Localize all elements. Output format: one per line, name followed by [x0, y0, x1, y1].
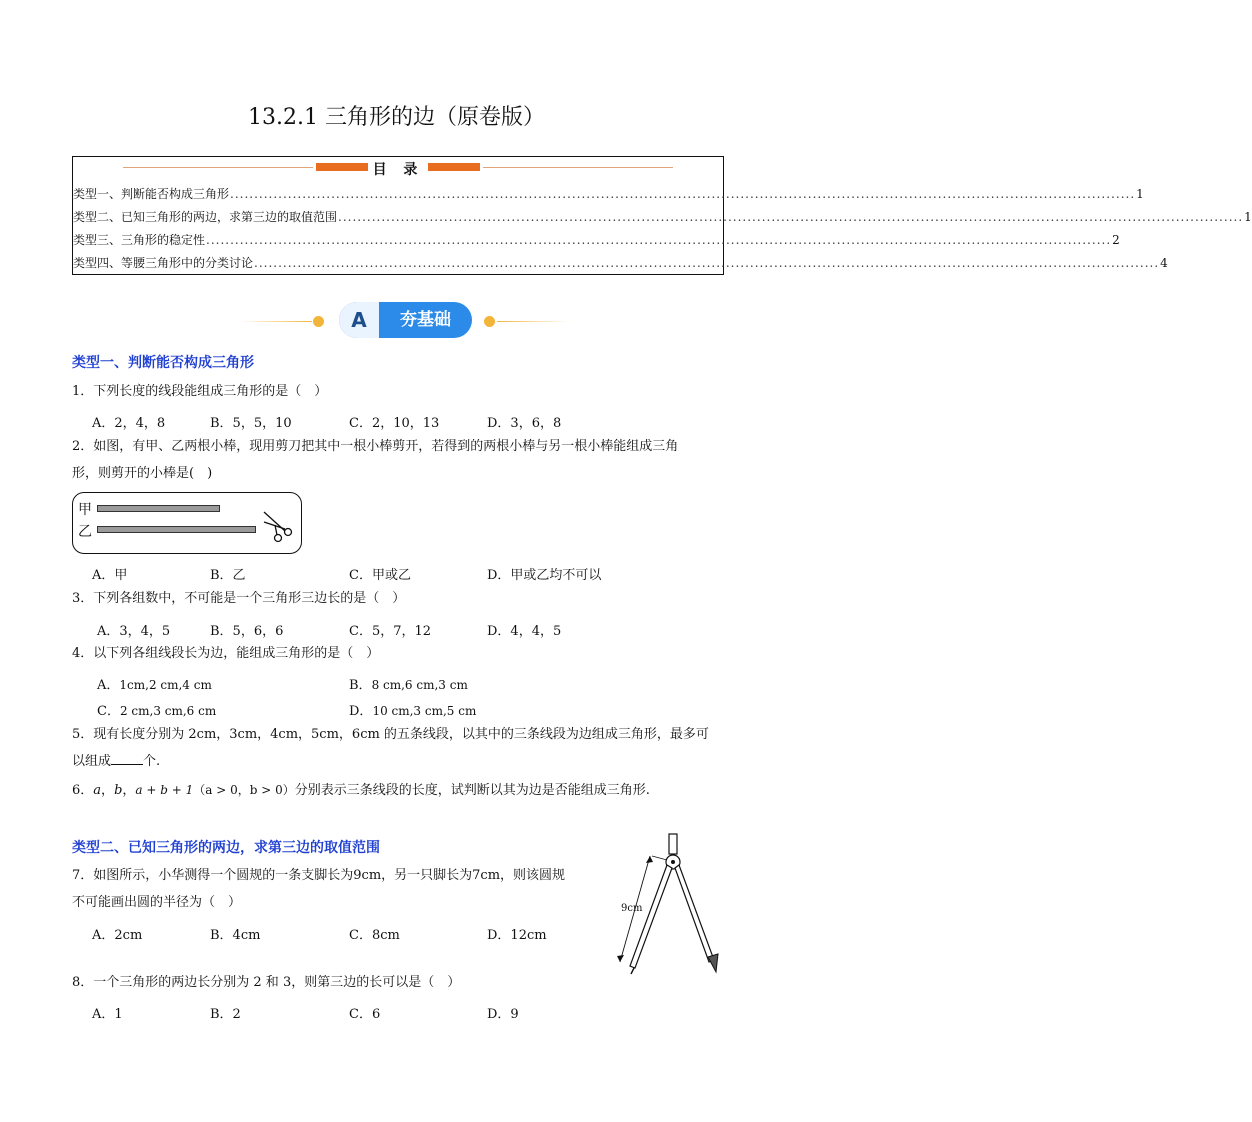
toc-item-label: 类型三、三角形的稳定性 — [73, 233, 206, 247]
q4-option-c-value: 2 cm,3 cm,6 cm — [119, 704, 217, 718]
toc-item-page: 4 — [1160, 256, 1168, 270]
q1-option-b: B．5，5，10 — [210, 416, 292, 431]
q4-option-d — [349, 700, 476, 719]
q4-option-a — [97, 674, 212, 693]
type2-heading: 类型二、已知三角形的两边，求第三边的取值范围 — [72, 840, 380, 856]
toc-leader-dots: ............................................................................................................................................................................................ — [230, 187, 1136, 201]
q8-option-c: C．6 — [349, 1007, 381, 1022]
scissors-icon — [261, 509, 295, 543]
compass-leg-label: 9cm — [621, 903, 643, 914]
q6-sep2: ， — [122, 783, 136, 798]
compass-figure — [612, 832, 730, 977]
toc-item[interactable] — [73, 208, 1252, 226]
q4-option-c — [97, 700, 216, 719]
q4-option-a-value: 1cm,2 cm,4 cm — [119, 678, 212, 692]
toc-item-label: 类型二、已知三角形的两边，求第三边的取值范围 — [73, 210, 338, 224]
q8-option-b: B．2 — [210, 1007, 241, 1022]
q6-tail: 分别表示三条线段的长度，试判断以其为边是否能组成三角形. — [294, 783, 650, 798]
q2-option-c: C．甲或乙 — [349, 568, 411, 583]
q6-expression: a + b + 1 — [135, 783, 194, 797]
toc-leader-dots: ............................................................................................................................................................................................ — [206, 233, 1112, 247]
toc-heading: 目 录 — [372, 162, 424, 178]
toc-item-page: 1 — [1136, 187, 1144, 201]
question-2-line2: 形，则剪开的小棒是( ) — [72, 466, 213, 481]
q7-option-b: B．4cm — [210, 928, 261, 943]
q4-option-c-letter: C． — [97, 704, 120, 719]
banner-dot-left — [313, 316, 324, 327]
q1-option-c: C．2，10，13 — [349, 416, 440, 431]
toc-item[interactable] — [73, 231, 1120, 249]
q4-option-d-value: 10 cm,3 cm,5 cm — [372, 704, 477, 718]
toc-item-page: 1 — [1244, 210, 1252, 224]
q2-option-d: D．甲或乙均不可以 — [487, 568, 602, 583]
q8-option-a: A．1 — [92, 1007, 123, 1022]
toc-item-page: 2 — [1112, 233, 1120, 247]
q1-option-a: A．2，4，8 — [92, 416, 166, 431]
q2-option-a: A．甲 — [92, 568, 128, 583]
banner-line-left — [240, 321, 312, 322]
q3-option-c: C．5，7，12 — [349, 624, 432, 639]
q5-text-after: 个. — [143, 754, 161, 769]
q4-option-b-value: 8 cm,6 cm,3 cm — [371, 678, 468, 692]
q3-option-b: B．5，6，6 — [210, 624, 284, 639]
sticks-figure — [72, 492, 302, 554]
q7-option-d: D．12cm — [487, 928, 547, 943]
page-title: 13.2.1 三角形的边（原卷版） — [248, 105, 545, 130]
toc-bar-right — [428, 163, 480, 171]
section-label: 夯基础 — [400, 310, 451, 330]
banner-line-right — [497, 321, 569, 322]
stick-label-yi: 乙 — [78, 524, 92, 540]
stick-label-jia: 甲 — [78, 502, 92, 518]
question-3: 3．下列各组数中，不可能是一个三角形三边长的是（ ） — [72, 591, 406, 606]
question-6 — [72, 780, 650, 801]
stick-yi — [97, 526, 256, 533]
question-5-line1: 5．现有长度分别为 2cm，3cm，4cm，5cm，6cm 的五条线段，以其中的三条线段为边组成三角形，最多可 — [72, 727, 709, 742]
q3-option-d: D．4，4，5 — [487, 624, 562, 639]
question-7-line2: 不可能画出圆的半径为（ ） — [72, 895, 242, 910]
toc-item[interactable] — [73, 254, 1168, 272]
q6-var-a: a — [93, 783, 102, 798]
q5-text-before: 以组成 — [72, 754, 112, 769]
q6-var-b: b — [114, 783, 123, 798]
question-1: 1．下列长度的线段能组成三角形的是（ ） — [72, 384, 328, 399]
q4-option-d-letter: D． — [349, 704, 373, 719]
toc-leader-dots: ............................................................................................................................................................................................ — [254, 256, 1160, 270]
type1-heading: 类型一、判断能否构成三角形 — [72, 355, 254, 371]
q3-option-a: A．3，4，5 — [97, 624, 171, 639]
toc-item-label: 类型四、等腰三角形中的分类讨论 — [73, 256, 254, 270]
toc-rule-right — [483, 167, 673, 168]
banner-dot-right — [484, 316, 495, 327]
question-4: 4．以下列各组线段长为边，能组成三角形的是（ ） — [72, 646, 380, 661]
q4-option-b — [349, 674, 468, 693]
q6-number: 6． — [72, 783, 94, 798]
q7-option-a: A．2cm — [92, 928, 143, 943]
question-2-line1: 2．如图，有甲、乙两根小棒，现用剪刀把其中一根小棒剪开，若得到的两根小棒与另一根小棒能组成三角 — [72, 439, 679, 454]
section-letter: A — [339, 302, 379, 338]
q1-option-d: D．3，6，8 — [487, 416, 562, 431]
toc-item-label: 类型一、判断能否构成三角形 — [73, 187, 230, 201]
q6-sep1: ， — [101, 783, 115, 798]
table-of-contents — [72, 156, 1252, 275]
question-8: 8．一个三角形的两边长分别为 2 和 3，则第三边的长可以是（ ） — [72, 975, 461, 990]
q4-option-a-letter: A． — [97, 678, 120, 693]
section-pill — [339, 302, 472, 338]
toc-leader-dots: ............................................................................................................................................................................................ — [338, 210, 1244, 224]
stick-jia — [97, 505, 220, 512]
question-5-line2 — [72, 752, 160, 772]
question-7-line1: 7．如图所示，小华测得一个圆规的一条支脚长为9cm，另一只脚长为7cm，则该圆规 — [72, 868, 566, 883]
q7-option-c: C．8cm — [349, 928, 400, 943]
q6-condition: （a > 0，b > 0） — [193, 783, 295, 797]
q8-option-d: D．9 — [487, 1007, 519, 1022]
q4-option-b-letter: B． — [349, 678, 372, 693]
q2-option-b: B．乙 — [210, 568, 246, 583]
q5-answer-blank[interactable] — [111, 752, 143, 765]
toc-item[interactable] — [73, 185, 1144, 203]
section-a-banner — [0, 302, 793, 338]
